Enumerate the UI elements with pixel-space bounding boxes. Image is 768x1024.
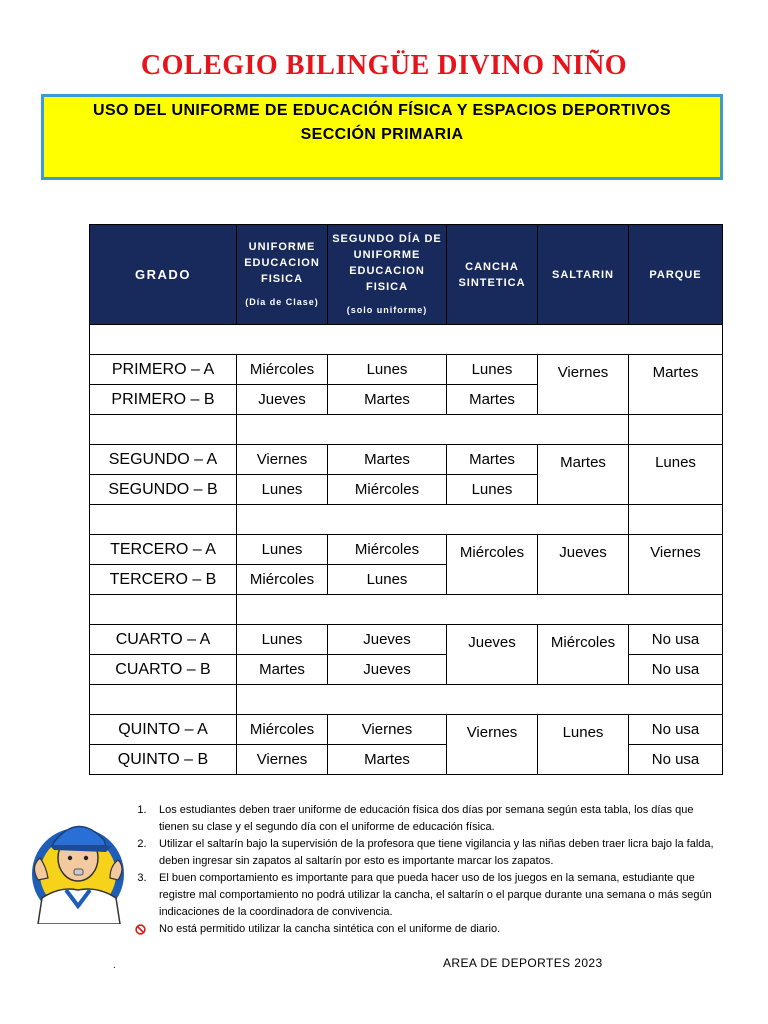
prohibited-icon <box>135 924 146 935</box>
parque-cell: Viernes <box>629 535 723 595</box>
parque-cell: No usa <box>629 715 723 745</box>
uniforme-cell: Miércoles <box>237 715 328 745</box>
header-uniforme <box>237 225 328 325</box>
uniforme-cell: Martes <box>237 655 328 685</box>
table-row <box>90 745 723 775</box>
uniforme-cell: Lunes <box>237 625 328 655</box>
note-item <box>133 921 723 938</box>
cancha-cell: Lunes <box>447 475 538 505</box>
segundo-cell: Lunes <box>328 355 447 385</box>
spacer-row <box>90 595 723 625</box>
segundo-cell: Lunes <box>328 565 447 595</box>
banner-line-2: SECCIÓN PRIMARIA <box>300 126 464 143</box>
parque-cell: Lunes <box>629 445 723 505</box>
segundo-cell: Viernes <box>328 715 447 745</box>
note-item <box>133 870 723 921</box>
saltarin-cell: Lunes <box>538 715 629 775</box>
banner-line-1: USO DEL UNIFORME DE EDUCACIÓN FÍSICA Y ESPACIOS DEPORTIVOS <box>93 102 671 119</box>
grade-cell: PRIMERO – A <box>90 355 237 385</box>
table-row <box>90 445 723 475</box>
saltarin-cell: Miércoles <box>538 625 629 685</box>
saltarin-cell: Martes <box>538 445 629 505</box>
school-title: COLEGIO BILINGÜE DIVINO NIÑO <box>140 50 628 81</box>
table-row <box>90 355 723 385</box>
cancha-cell: Miércoles <box>447 535 538 595</box>
segundo-cell: Martes <box>328 745 447 775</box>
header-uniforme-sub: (Día de Clase) <box>245 297 319 307</box>
spacer-cell <box>90 595 237 625</box>
note-number: 1. <box>137 804 147 816</box>
spacer-cell <box>629 415 723 445</box>
cancha-cell: Viernes <box>447 715 538 775</box>
spacer-row <box>90 505 723 535</box>
header-uniforme-label: UNIFORME EDUCACION FISICA <box>244 241 320 285</box>
spacer-cell <box>237 415 629 445</box>
note-text: Utilizar el saltarín bajo la supervisión de la profesora que tiene vigilancia y las niñas deben traer licra bajo la falda, deben ingresar sin zapatos al saltarín por esto es importante marcar los zapatos. <box>159 838 714 867</box>
header-cancha: CANCHA SINTETICA <box>447 225 538 325</box>
spacer-cell <box>90 685 237 715</box>
segundo-cell: Martes <box>328 445 447 475</box>
uniforme-cell: Jueves <box>237 385 328 415</box>
table-row <box>90 655 723 685</box>
grade-cell: CUARTO – B <box>90 655 237 685</box>
header-grado: GRADO <box>90 225 237 325</box>
header-parque: PARQUE <box>629 225 723 325</box>
segundo-cell: Jueves <box>328 655 447 685</box>
uniforme-cell: Viernes <box>237 745 328 775</box>
spacer-cell <box>90 505 237 535</box>
grade-cell: QUINTO – B <box>90 745 237 775</box>
grade-cell: CUARTO – A <box>90 625 237 655</box>
grade-cell: PRIMERO – B <box>90 385 237 415</box>
segundo-cell: Jueves <box>328 625 447 655</box>
cancha-cell: Martes <box>447 385 538 415</box>
schedule-table <box>89 224 723 775</box>
parque-cell: No usa <box>629 655 723 685</box>
segundo-cell: Miércoles <box>328 475 447 505</box>
note-text: No está permitido utilizar la cancha sintética con el uniforme de diario. <box>159 923 501 935</box>
spacer-cell <box>237 685 723 715</box>
saltarin-cell: Viernes <box>538 355 629 415</box>
spacer-row <box>90 325 723 355</box>
uniforme-cell: Miércoles <box>237 355 328 385</box>
parque-cell: Martes <box>629 355 723 415</box>
segundo-cell: Martes <box>328 385 447 415</box>
spacer-cell <box>237 595 723 625</box>
segundo-cell: Miércoles <box>328 535 447 565</box>
table-row <box>90 715 723 745</box>
cancha-cell: Lunes <box>447 355 538 385</box>
note-number: 3. <box>137 872 147 884</box>
uniforme-cell: Viernes <box>237 445 328 475</box>
saltarin-cell: Jueves <box>538 535 629 595</box>
subject-banner <box>41 94 723 180</box>
note-item <box>133 802 723 836</box>
spacer-row <box>90 685 723 715</box>
cancha-cell: Martes <box>447 445 538 475</box>
spacer-cell <box>629 505 723 535</box>
parque-cell: No usa <box>629 745 723 775</box>
note-text: El buen comportamiento es importante para que pueda hacer uso de los juegos en la semana, estudiante que registre mal comportamiento no podrá utilizar la cancha, el saltarín o el parque durante una semana o más según indicaciones de la coordinadora de convivencia. <box>159 872 712 918</box>
uniforme-cell: Lunes <box>237 535 328 565</box>
parque-cell: No usa <box>629 625 723 655</box>
header-segundo <box>328 225 447 325</box>
coach-whistle-icon <box>20 806 130 924</box>
spacer-row <box>90 415 723 445</box>
spacer-cell <box>90 325 723 355</box>
stray-dot: . <box>113 960 116 971</box>
footer-label: AREA DE DEPORTES 2023 <box>443 956 603 970</box>
spacer-cell <box>90 415 237 445</box>
header-row <box>90 225 723 325</box>
table-row <box>90 535 723 565</box>
note-item <box>133 836 723 870</box>
uniforme-cell: Miércoles <box>237 565 328 595</box>
table-row <box>90 625 723 655</box>
grade-cell: SEGUNDO – B <box>90 475 237 505</box>
spacer-cell <box>237 505 629 535</box>
uniforme-cell: Lunes <box>237 475 328 505</box>
notes-list <box>133 802 723 938</box>
grade-cell: SEGUNDO – A <box>90 445 237 475</box>
header-saltarin: SALTARIN <box>538 225 629 325</box>
note-number: 2. <box>137 838 147 850</box>
grade-cell: QUINTO – A <box>90 715 237 745</box>
cancha-cell: Jueves <box>447 625 538 685</box>
note-text: Los estudiantes deben traer uniforme de educación física dos días por semana según esta tabla, los días que tienen su clase y el segundo día con el uniforme de educación física. <box>159 804 694 833</box>
grade-cell: TERCERO – B <box>90 565 237 595</box>
grade-cell: TERCERO – A <box>90 535 237 565</box>
header-segundo-label: SEGUNDO DÍA DE UNIFORME EDUCACION FISICA <box>332 233 442 293</box>
header-segundo-sub: (solo uniforme) <box>346 305 428 315</box>
